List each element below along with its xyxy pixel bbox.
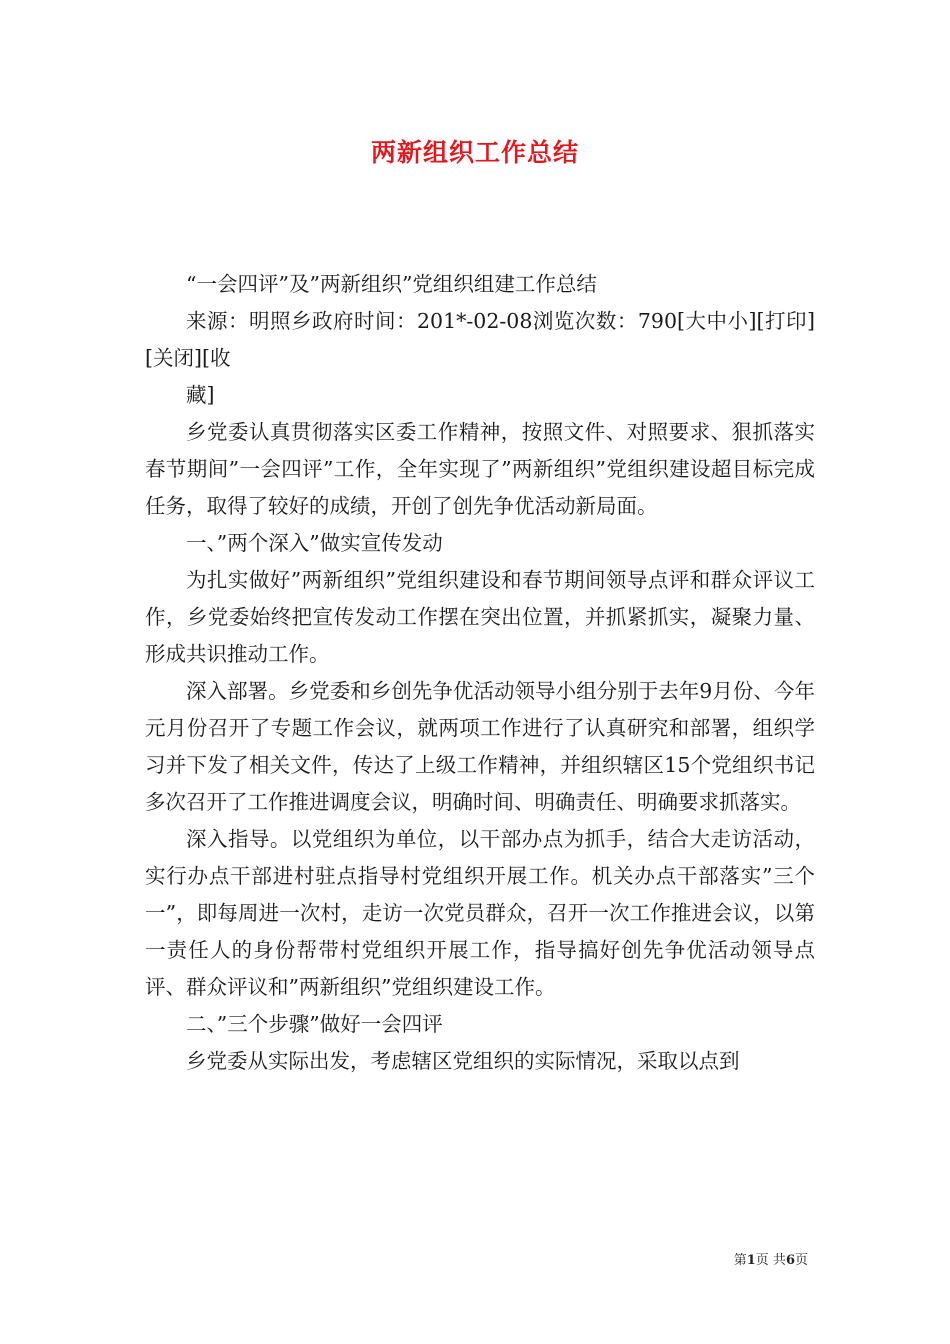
- subtitle-paragraph: “一会四评”及”两新组织”党组织组建工作总结: [186, 272, 597, 296]
- footer-current-page: 1: [746, 1253, 756, 1268]
- body-paragraph: 深入部署。乡党委和乡创先争优活动领导小组分别于去年9月份、今年元月份召开了专题工作会议，就两项工作进行了认真研究和部署，组织学习并下发了相关文件，传达了上级工作精神，并组织辖区15个党组织书记多次召开了工作推进调度会议，明确时间、明确责任、明确要求抓落实。: [145, 679, 815, 814]
- intro-paragraph: 乡党委认真贯彻落实区委工作精神，按照文件、对照要求、狠抓落实春节期间”一会四评”工作，全年实现了”两新组织”党组织建设超目标完成任务，取得了较好的成绩，开创了创先争优活动新局面。: [145, 420, 815, 518]
- source-info-paragraph: 来源：明照乡政府时间：201*-02-08浏览次数：790[大中小][打印][关闭][收: [145, 309, 815, 370]
- body-paragraph: 为扎实做好”两新组织”党组织建设和春节期间领导点评和群众评议工作，乡党委始终把宣传发动工作摆在突出位置，并抓紧抓实，凝聚力量、形成共识推动工作。: [145, 568, 815, 666]
- footer-prefix: 第: [733, 1253, 747, 1268]
- body-paragraph: 乡党委从实际出发，考虑辖区党组织的实际情况，采取以点到: [186, 1049, 740, 1073]
- section-heading-1: 一、”两个深入”做实宣传发动: [186, 531, 443, 555]
- footer-total-pages: 6: [785, 1253, 795, 1268]
- source-info-continuation: 藏]: [186, 383, 215, 407]
- page-footer: [0, 1249, 808, 1268]
- section-heading-2: 二、”三个步骤”做好一会四评: [186, 1012, 443, 1036]
- document-body: [145, 266, 815, 1080]
- body-paragraph: 深入指导。以党组织为单位，以干部办点为抓手，结合大走访活动，实行办点干部进村驻点指导村党组织开展工作。机关办点干部落实”三个一”，即每周进一次村，走访一次党员群众，召开一次工作推进会议，以第一责任人的身份帮带村党组织开展工作，指导搞好创先争优活动领导点评、群众评议和”两新组织”党组织建设工作。: [145, 827, 815, 999]
- footer-suffix: 页: [794, 1253, 808, 1268]
- page-title: 两新组织工作总结: [370, 138, 579, 167]
- footer-middle: 页 共: [755, 1253, 786, 1268]
